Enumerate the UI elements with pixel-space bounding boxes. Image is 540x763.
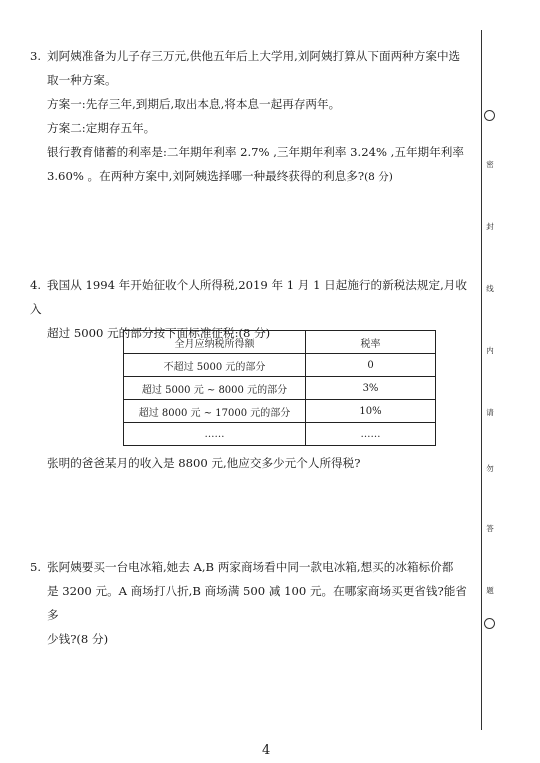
seal-char: 封 <box>484 222 496 232</box>
table-row <box>124 400 436 423</box>
seal-char: 勿 <box>484 464 496 474</box>
binding-hole-icon <box>484 618 495 629</box>
question-text: 超过 5000 元的部分按下面标准征税:(8 分) <box>47 326 271 340</box>
table-cell: 10% <box>306 400 436 423</box>
question-number: 4. <box>30 278 42 292</box>
question-text: 刘阿姨准备为儿子存三万元,供他五年后上大学用,刘阿姨打算从下面两种方案中选 <box>47 49 461 63</box>
seal-char: 题 <box>484 586 496 596</box>
seal-char: 答 <box>484 524 496 534</box>
score: (8 分) <box>364 171 393 183</box>
table-cell: 超过 8000 元 ~ 17000 元的部分 <box>124 400 306 423</box>
table-row <box>124 354 436 377</box>
seal-char: 内 <box>484 346 496 356</box>
table-cell: 0 <box>306 354 436 377</box>
binding-line <box>481 30 482 730</box>
table-cell: 不超过 5000 元的部分 <box>124 354 306 377</box>
question-number: 5. <box>30 560 42 574</box>
question-text: 是 3200 元。A 商场打八折,B 商场满 500 减 100 元。在哪家商场买更省钱?能省多 <box>47 584 467 622</box>
table-header: 税率 <box>306 331 436 354</box>
table-cell: …… <box>306 423 436 446</box>
question-text: 取一种方案。 <box>47 73 117 87</box>
question-3 <box>30 44 470 189</box>
table-header: 全月应纳税所得额 <box>124 331 306 354</box>
question-text: 少钱?(8 分) <box>47 632 109 646</box>
question-4-ask <box>30 451 470 475</box>
page-number: 4 <box>262 743 271 758</box>
question-number: 3. <box>30 49 42 63</box>
table-row <box>124 423 436 446</box>
seal-char: 请 <box>484 408 496 418</box>
table-cell: …… <box>124 423 306 446</box>
seal-char: 线 <box>484 284 496 294</box>
rate-info-cont: 3.60% 。在两种方案中,刘阿姨选择哪一种最终获得的利息多? <box>47 169 365 183</box>
question-text: 张明的爸爸某月的收入是 8800 元,他应交多少元个人所得税? <box>47 456 361 470</box>
question-5 <box>30 555 470 651</box>
binding-hole-icon <box>484 110 495 121</box>
question-text: 我国从 1994 年开始征收个人所得税,2019 年 1 月 1 日起施行的新税法规定,月收入 <box>30 278 467 316</box>
table-header-row <box>124 331 436 354</box>
question-text: 张阿姨要买一台电冰箱,她去 A,B 两家商场看中同一款电冰箱,想买的冰箱标价都 <box>47 560 454 574</box>
seal-char: 密 <box>484 160 496 170</box>
table-cell: 超过 5000 元 ~ 8000 元的部分 <box>124 377 306 400</box>
tax-rate-table <box>123 330 436 446</box>
table-row <box>124 377 436 400</box>
table-cell: 3% <box>306 377 436 400</box>
plan-two: 方案二:定期存五年。 <box>47 121 156 135</box>
plan-one: 方案一:先存三年,到期后,取出本息,将本息一起再存两年。 <box>47 97 341 111</box>
rate-info: 银行教育储蓄的利率是:二年期年利率 2.7% ,三年期年利率 3.24% ,五年期年利率 <box>47 145 464 159</box>
